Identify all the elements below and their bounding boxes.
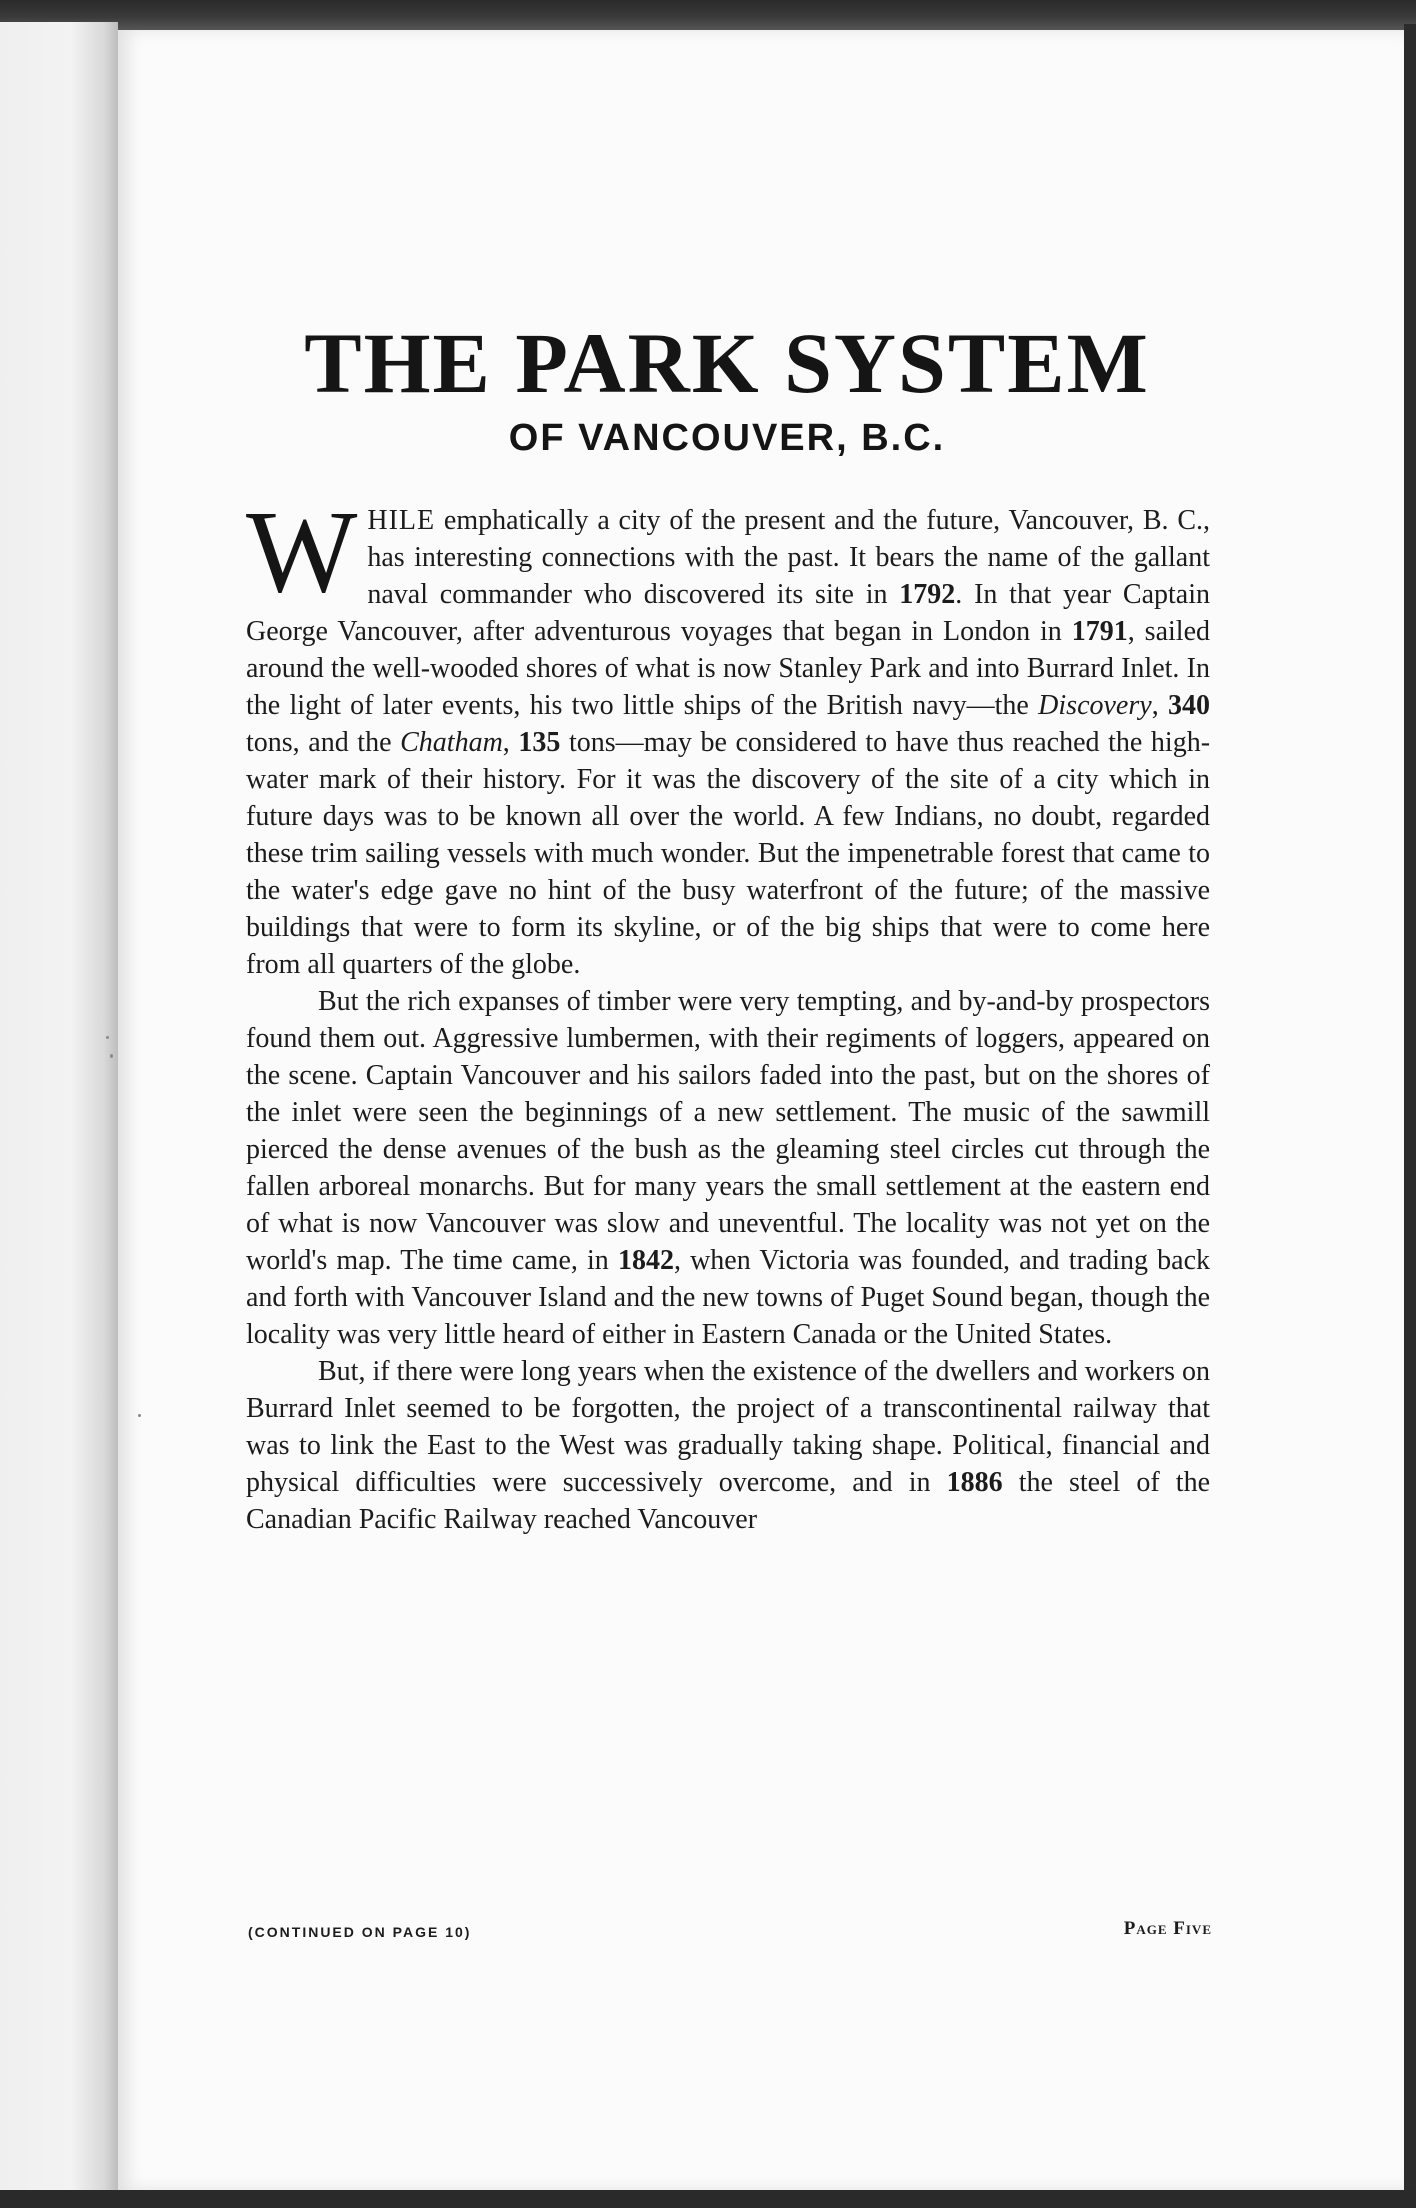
page-subtitle: OF VANCOUVER, B.C. (508, 417, 946, 459)
drop-cap-continuation: HILE (367, 505, 436, 536)
page-number: Page Five (1123, 1918, 1212, 1939)
paragraph-3 (246, 1353, 1210, 1538)
facing-page-edge (0, 22, 118, 2192)
dust-speck (138, 1414, 141, 1417)
drop-cap: W (246, 486, 358, 617)
bottom-binding-edge (0, 2190, 1416, 2208)
paragraph-2 (246, 983, 1210, 1353)
right-binding-edge (1404, 24, 1416, 2208)
dust-speck (110, 1054, 113, 1058)
paragraph-2-text: But the rich expanses of timber were very tempting, and by-and-by prospectors found them out. Aggressive lumbermen, with their regiments of loggers, appeared on the scene. Captain Vancouver and his sailors faded into the past, but on the shores of the inlet were seen the beginnings of a new settlement. The music of the sawmill pierced the dense avenues of the bush as the gleaming steel circles cut through the fallen arboreal monarchs. But for many years the small settlement at the eastern end of what is now Vancouver was slow and uneventful. The locality was not yet on the world's map. The time came, in 1842, when Victoria was founded, and trading back and forth with Vancouver Island and the new towns of Puget Sound began, though the locality was very little heard of either in Eastern Canada or the United States. (246, 986, 1210, 1350)
page-title: THE PARK SYSTEM (304, 315, 1150, 411)
paragraph-1-text: emphatically a city of the present and the future, Vancouver, B. C., has interesting connections with the past. It bears the name of the gallant naval commander who discovered its site in 1792. In that year Captain George Vancouver, after adventurous voyages that began in London in 1791, sailed around the well-wooded shores of what is now Stanley Park and into Burrard Inlet. In the light of later events, his two little ships of the British navy—the Discovery, 340 tons, and the Chatham, 135 tons—may be considered to have thus reached the high-water mark of their history. For it was the discovery of the site of a city which in future days was to be known all over the world. A few Indians, no doubt, regarded these trim sailing vessels with much wonder. But the impenetrable forest that came to the water's edge gave no hint of the busy waterfront of the future; of the massive buildings that were to form its skyline, or of the big ships that were to come here from all quarters of the globe. (246, 505, 1211, 980)
paragraph-1 (246, 486, 1211, 983)
top-binding-edge (0, 0, 1416, 30)
dust-speck (106, 1036, 109, 1039)
article-body (246, 486, 1211, 1538)
continued-notice: (CONTINUED ON PAGE 10) (248, 1924, 472, 1940)
paragraph-3-text: But, if there were long years when the existence of the dwellers and workers on Burrard Inlet seemed to be forgotten, the project of a transcontinental railway that was to link the East to the West was gradually taking shape. Political, financial and physical difficulties were successively overcome, and in 1886 the steel of the Canadian Pacific Railway reached Vancouver (246, 1356, 1210, 1535)
